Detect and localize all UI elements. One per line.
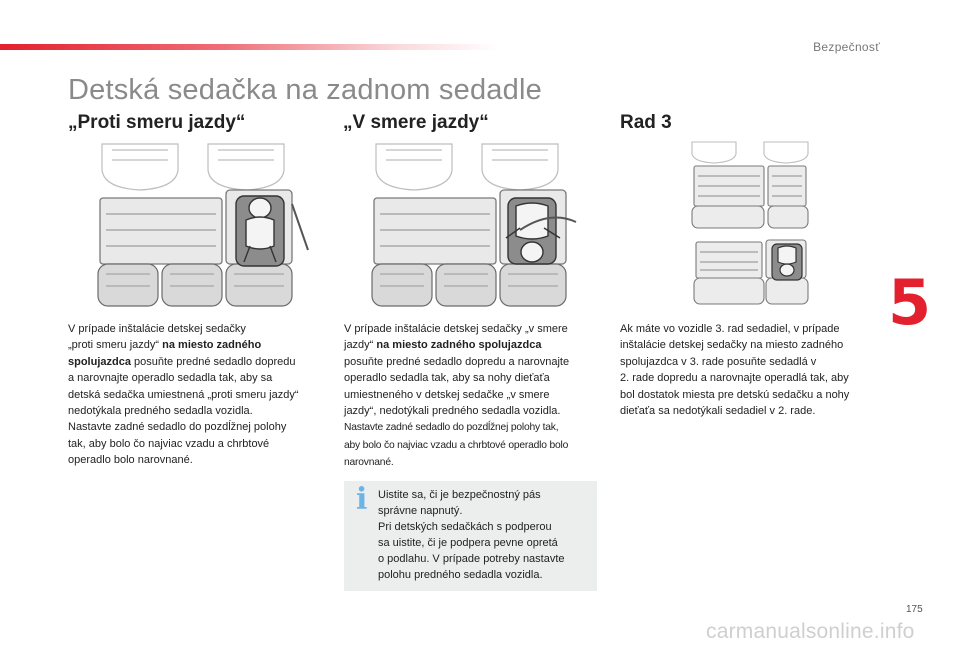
info-text: Uistite sa, či je bezpečnostný pás správne napnutý. Pri detských sedačkách s podperou sa uistite, či je podpera pevne opretá o podlahu. V prípade potreby nastavte polohu predného sedadla vozidla. bbox=[378, 489, 565, 581]
section-label: Bezpečnosť bbox=[813, 40, 880, 54]
heading-rear-facing: „Proti smeru jazdy“ bbox=[68, 112, 246, 133]
forward-facing-seat-illustration bbox=[370, 140, 584, 310]
rear-facing-seat-illustration bbox=[96, 140, 310, 310]
heading-row-3: Rad 3 bbox=[620, 112, 672, 133]
chapter-number: 5 bbox=[888, 266, 932, 339]
heading-forward-facing: „V smere jazdy“ bbox=[343, 112, 489, 133]
page-title: Detská sedačka na zadnom sedadle bbox=[68, 74, 542, 106]
info-box bbox=[344, 481, 597, 591]
page-number: 175 bbox=[906, 604, 923, 615]
info-icon: i bbox=[356, 482, 368, 517]
watermark: carmanualsonline.info bbox=[706, 620, 915, 643]
third-row-seat-illustration bbox=[688, 140, 812, 308]
header-accent-bar bbox=[0, 44, 500, 50]
rear-facing-text: V prípade inštalácie detskej sedačky „proti smeru jazdy“ na miesto zadného spolujazdca posuňte predné sedadlo dopredu a narovnajte operadlo sedadla tak, aby sa detská sedačka umiestnená „proti smeru jazdy“ nedotýkala predného sedadla vozidla. Nastavte zadné sedadlo do pozdĺžnej polohy tak, aby bolo čo najviac vzadu a chrbtové operadlo bolo narovnané. bbox=[68, 323, 299, 467]
row-3-text: Ak máte vo vozidle 3. rad sedadiel, v prípade inštalácie detskej sedačky na miesto zadného spolujazdca v 3. rade posuňte sedadlá v 2. rade dopredu a narovnajte operadlá tak, aby bol dostatok miesta pre detskú sedačku a nohy dieťaťa sa nedotýkali sedadiel v 2. rade. bbox=[620, 323, 850, 418]
forward-facing-text: V prípade inštalácie detskej sedačky „v smere jazdy“ na miesto zadného spolujazdca posuňte predné sedadlo dopredu a narovnajte operadlo sedadla tak, aby sa nohy dieťaťa umiestneného v detskej sedačke „v smere jazdy“, nedotýkali predného sedadla vozidla. Nastavte zadné sedadlo do pozdĺžnej polohy tak, aby bolo čo najviac vzadu a chrbtové operadlo bolo narovnané. bbox=[344, 323, 570, 469]
